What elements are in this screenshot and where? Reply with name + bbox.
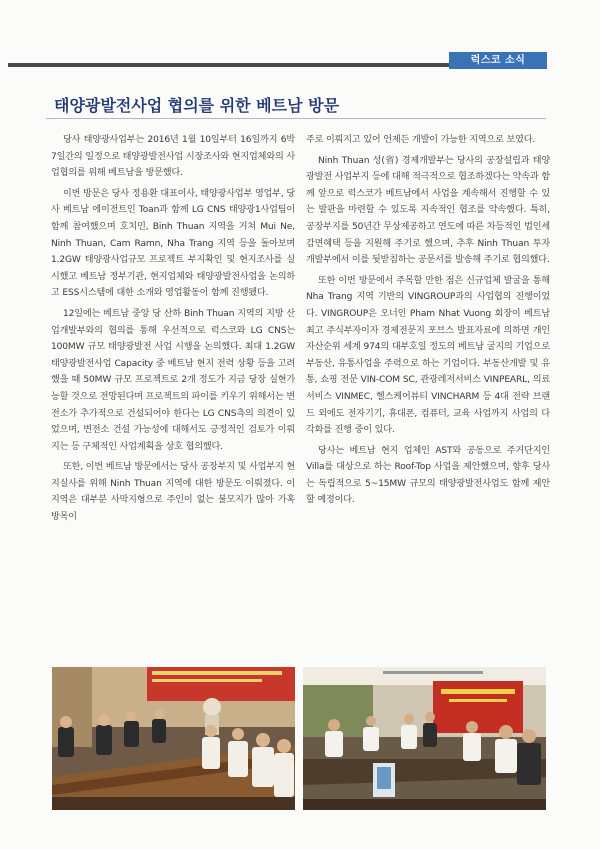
- paragraph: 이번 방문은 당사 정용환 대표이사, 태양광사업부 영업부, 당사 베트남 에이전트인 Toan과 함께 LG CNS 태양광1사업팀이 함께 참여했으며 호치민, Binh Thuan 지역을 거쳐 Mui Ne, Ninh Thuan, Cam Ramn, Nha Trang 지역 등을 돌아보며 1.2GW 태양광사업규모 프로젝트 부지확인 및 현지조사를 실시했고 베트남 정부기관, 현지업체와 태양광발전사업을 논의하고 ESS시스템에 대한 소개와 영업활동이 함께 진행됐다.: [51, 188, 295, 299]
- meeting-photo-right: [303, 667, 546, 810]
- meeting-photo-left: [52, 667, 295, 810]
- article-column-left: [51, 132, 295, 526]
- article-title: 태양광발전사업 협의를 위한 베트남 방문: [54, 96, 340, 115]
- section-label: 럭스코 소식: [449, 52, 547, 69]
- paragraph: 또한 이번 방문에서 주목할 만한 점은 신규업체 발굴을 통해 Nha Trang 지역 기반의 VINGROUP과의 사업협의 진행이었다. VINGROUP은 오너인 Pham Nhat Vuong 회장이 베트남 최고 주식부자이자 경제전문지 포브스 발표자료에 의하면 개인자산순위 세계 974의 대부호일 정도의 베트남 굴지의 기업으로 부동산, 유통사업을 주력으로 하는 기업이다. 부동산개발 및 유통, 쇼핑 전문 VIN-COM SC, 관광레저서비스 VINPEARL, 의료서비스 VINMEC, 헬스케어뷰티 VINCHARM 등 4대 전략 브랜드 외에도 전자기기, 휴대폰, 컴퓨터, 교육 사업까지 사업의 다각화를 진행 중이 있다.: [306, 275, 550, 436]
- paragraph: 또한, 이번 베트남 방문에서는 당사 공장부지 및 사업부지 현지실사를 위해 Ninh Thuan 지역에 대한 방문도 이뤄졌다. 이 지역은 대부분 사막지형으로 주인이 없는 불모지가 많아 가혹 방목이: [51, 462, 295, 523]
- paragraph: 당사 태양광사업부는 2016년 1월 10일부터 16일까지 6박 7일간의 일정으로 태양광발전사업 시장조사와 현지업체와의 사업협의를 위해 베트남을 방문했다.: [51, 135, 295, 179]
- paragraph-continuation: 주로 이뤄지고 있어 언제든 개발이 가능한 지역으로 보였다.: [306, 135, 536, 145]
- title-divider: [46, 118, 546, 119]
- article-column-right: [306, 132, 550, 509]
- paragraph: 당사는 베트남 현지 업체인 AST와 공동으로 주거단지인 Villa를 대상으로 하는 Roof-Top 사업을 제안했으며, 향후 당사는 독립적으로 5~15MW 규모의 태양광발전사업도 함께 제안할 예정이다.: [306, 445, 550, 506]
- paragraph: 12일에는 베트남 중앙 당 산하 Binh Thuan 지역의 지방 산업개발부와의 협의를 통해 우선적으로 럭스코와 LG CNS는 100MW 규모 태양광발전 사업 시행을 논의했다. 최대 1.2GW 태양광발전사업 Capacity 중 베트남 현지 전력 상황 등을 고려했을 때 50MW 규모 프로젝트로 2개 정도가 지금 당장 실현가능할 것으로 전망된다며 프로젝트의 파이를 키우기 위해서는 변전소가 추가적으로 건설되어야 한다는 LG CNS측의 의견이 있었으며, 변전소 건설 가능성에 대해서도 긍정적인 검토가 이뤄지는 등 구체적인 사업계획을 상호 협의했다.: [51, 308, 295, 452]
- paragraph: Ninh Thuan 성(省) 경제개발부는 당사의 공장설립과 태양광발전 사업부지 등에 대해 적극적으로 협조하겠다는 약속과 함께 앞으로 럭스코가 베트남에서 사업을 계속해서 진행할 수 있는 발판을 마련할 수 있도록 지속적인 협조를 약속했다. 특히, 공장부지를 50년간 무상제공하고 연도에 따른 차등적인 법인세 감면혜택 등을 지원해 주기로 했으며, 추후 Ninh Thuan 투자개발부에서 이를 뒷받침하는 공문서를 발송해 주기로 협의했다.: [306, 155, 550, 266]
